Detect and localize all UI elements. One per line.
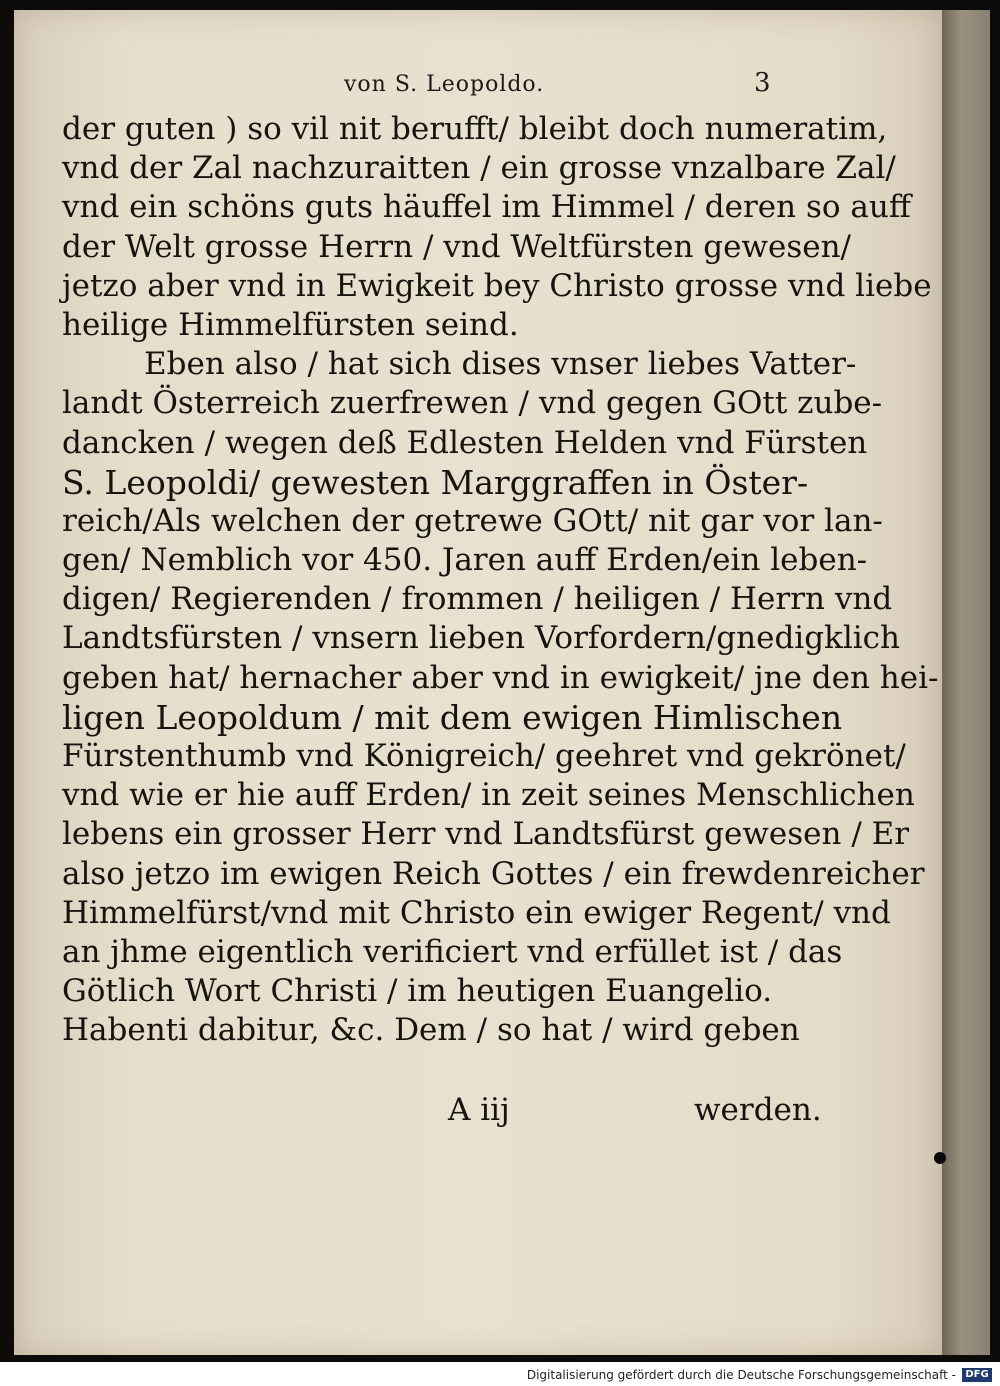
text-line: landt Österreich zuerfrewen / vnd gegen GOtt zube- xyxy=(62,385,883,422)
text-line: jetzo aber vnd in Ewigkeit bey Christo grosse vnd liebe xyxy=(62,267,932,304)
page-number: 3 xyxy=(754,68,771,98)
text-line: Fürstenthumb vnd Königreich/ geehret vnd gekrönet/ xyxy=(62,738,906,774)
text-line: vnd wie er hie auff Erden/ in zeit seines Menschlichen xyxy=(62,777,915,814)
binding-hole xyxy=(934,1152,946,1164)
text-line: heilige Himmelfürsten seind. xyxy=(62,306,519,343)
running-title: von S. Leopoldo. xyxy=(344,72,545,97)
text-line: S. Leopoldi/ gewesten Marggraffen in Öster- xyxy=(62,462,809,502)
text-line: Götlich Wort Christi / im heutigen Euangelio. xyxy=(62,973,773,1010)
text-line: reich/Als welchen der getrewe GOtt/ nit gar vor lan- xyxy=(62,502,883,539)
text-line: der guten ) so vil nit berufft/ bleibt doch numeratim, xyxy=(62,111,888,147)
book-page xyxy=(14,10,942,1355)
running-head xyxy=(14,68,942,108)
text-line: an jhme eigentlich verificiert vnd erfüllet ist / das xyxy=(62,933,843,970)
text-line: ligen Leopoldum / mit dem ewigen Himlischen xyxy=(62,697,843,737)
dfg-logo: DFG xyxy=(962,1368,992,1382)
text-line: Habenti dabitur, &c. Dem / so hat / wird geben xyxy=(62,1012,800,1049)
funding-notice: Digitalisierung gefördert durch die Deutsche Forschungsgemeinschaft - xyxy=(526,1368,956,1382)
text-line: lebens ein grosser Herr vnd Landtsfürst gewesen / Er xyxy=(62,816,910,853)
signature-mark: A iij xyxy=(448,1092,510,1128)
text-line: vnd der Zal nachzuraitten / ein grosse vnzalbare Zal/ xyxy=(62,150,896,187)
text-line: vnd ein schöns guts häuffel im Himmel / deren so auff xyxy=(62,189,911,226)
catchword: werden. xyxy=(694,1092,822,1128)
catch-line xyxy=(14,1092,942,1132)
text-line: Landtsfürsten / vnsern lieben Vorfordern/gnedigklich xyxy=(62,620,900,657)
body-text xyxy=(62,110,939,1051)
page-edge-strip xyxy=(942,10,990,1355)
text-line: der Welt grosse Herrn / vnd Weltfürsten gewesen/ xyxy=(62,228,852,265)
text-line: dancken / wegen deß Edlesten Helden vnd Fürsten xyxy=(62,424,868,461)
text-line: digen/ Regierenden / frommen / heiligen / Herrn vnd xyxy=(62,581,893,618)
text-line: geben hat/ hernacher aber vnd in ewigkeit/ jne den hei- xyxy=(62,659,939,696)
text-line: gen/ Nemblich vor 450. Jaren auff Erden/ein leben- xyxy=(62,542,868,579)
text-line: also jetzo im ewigen Reich Gottes / ein frewdenreicher xyxy=(62,855,925,892)
footer xyxy=(526,1366,996,1386)
text-line: Eben also / hat sich dises vnser liebes Vatter- xyxy=(144,346,857,383)
text-line: Himmelfürst/vnd mit Christo ein ewiger Regent/ vnd xyxy=(62,894,891,931)
